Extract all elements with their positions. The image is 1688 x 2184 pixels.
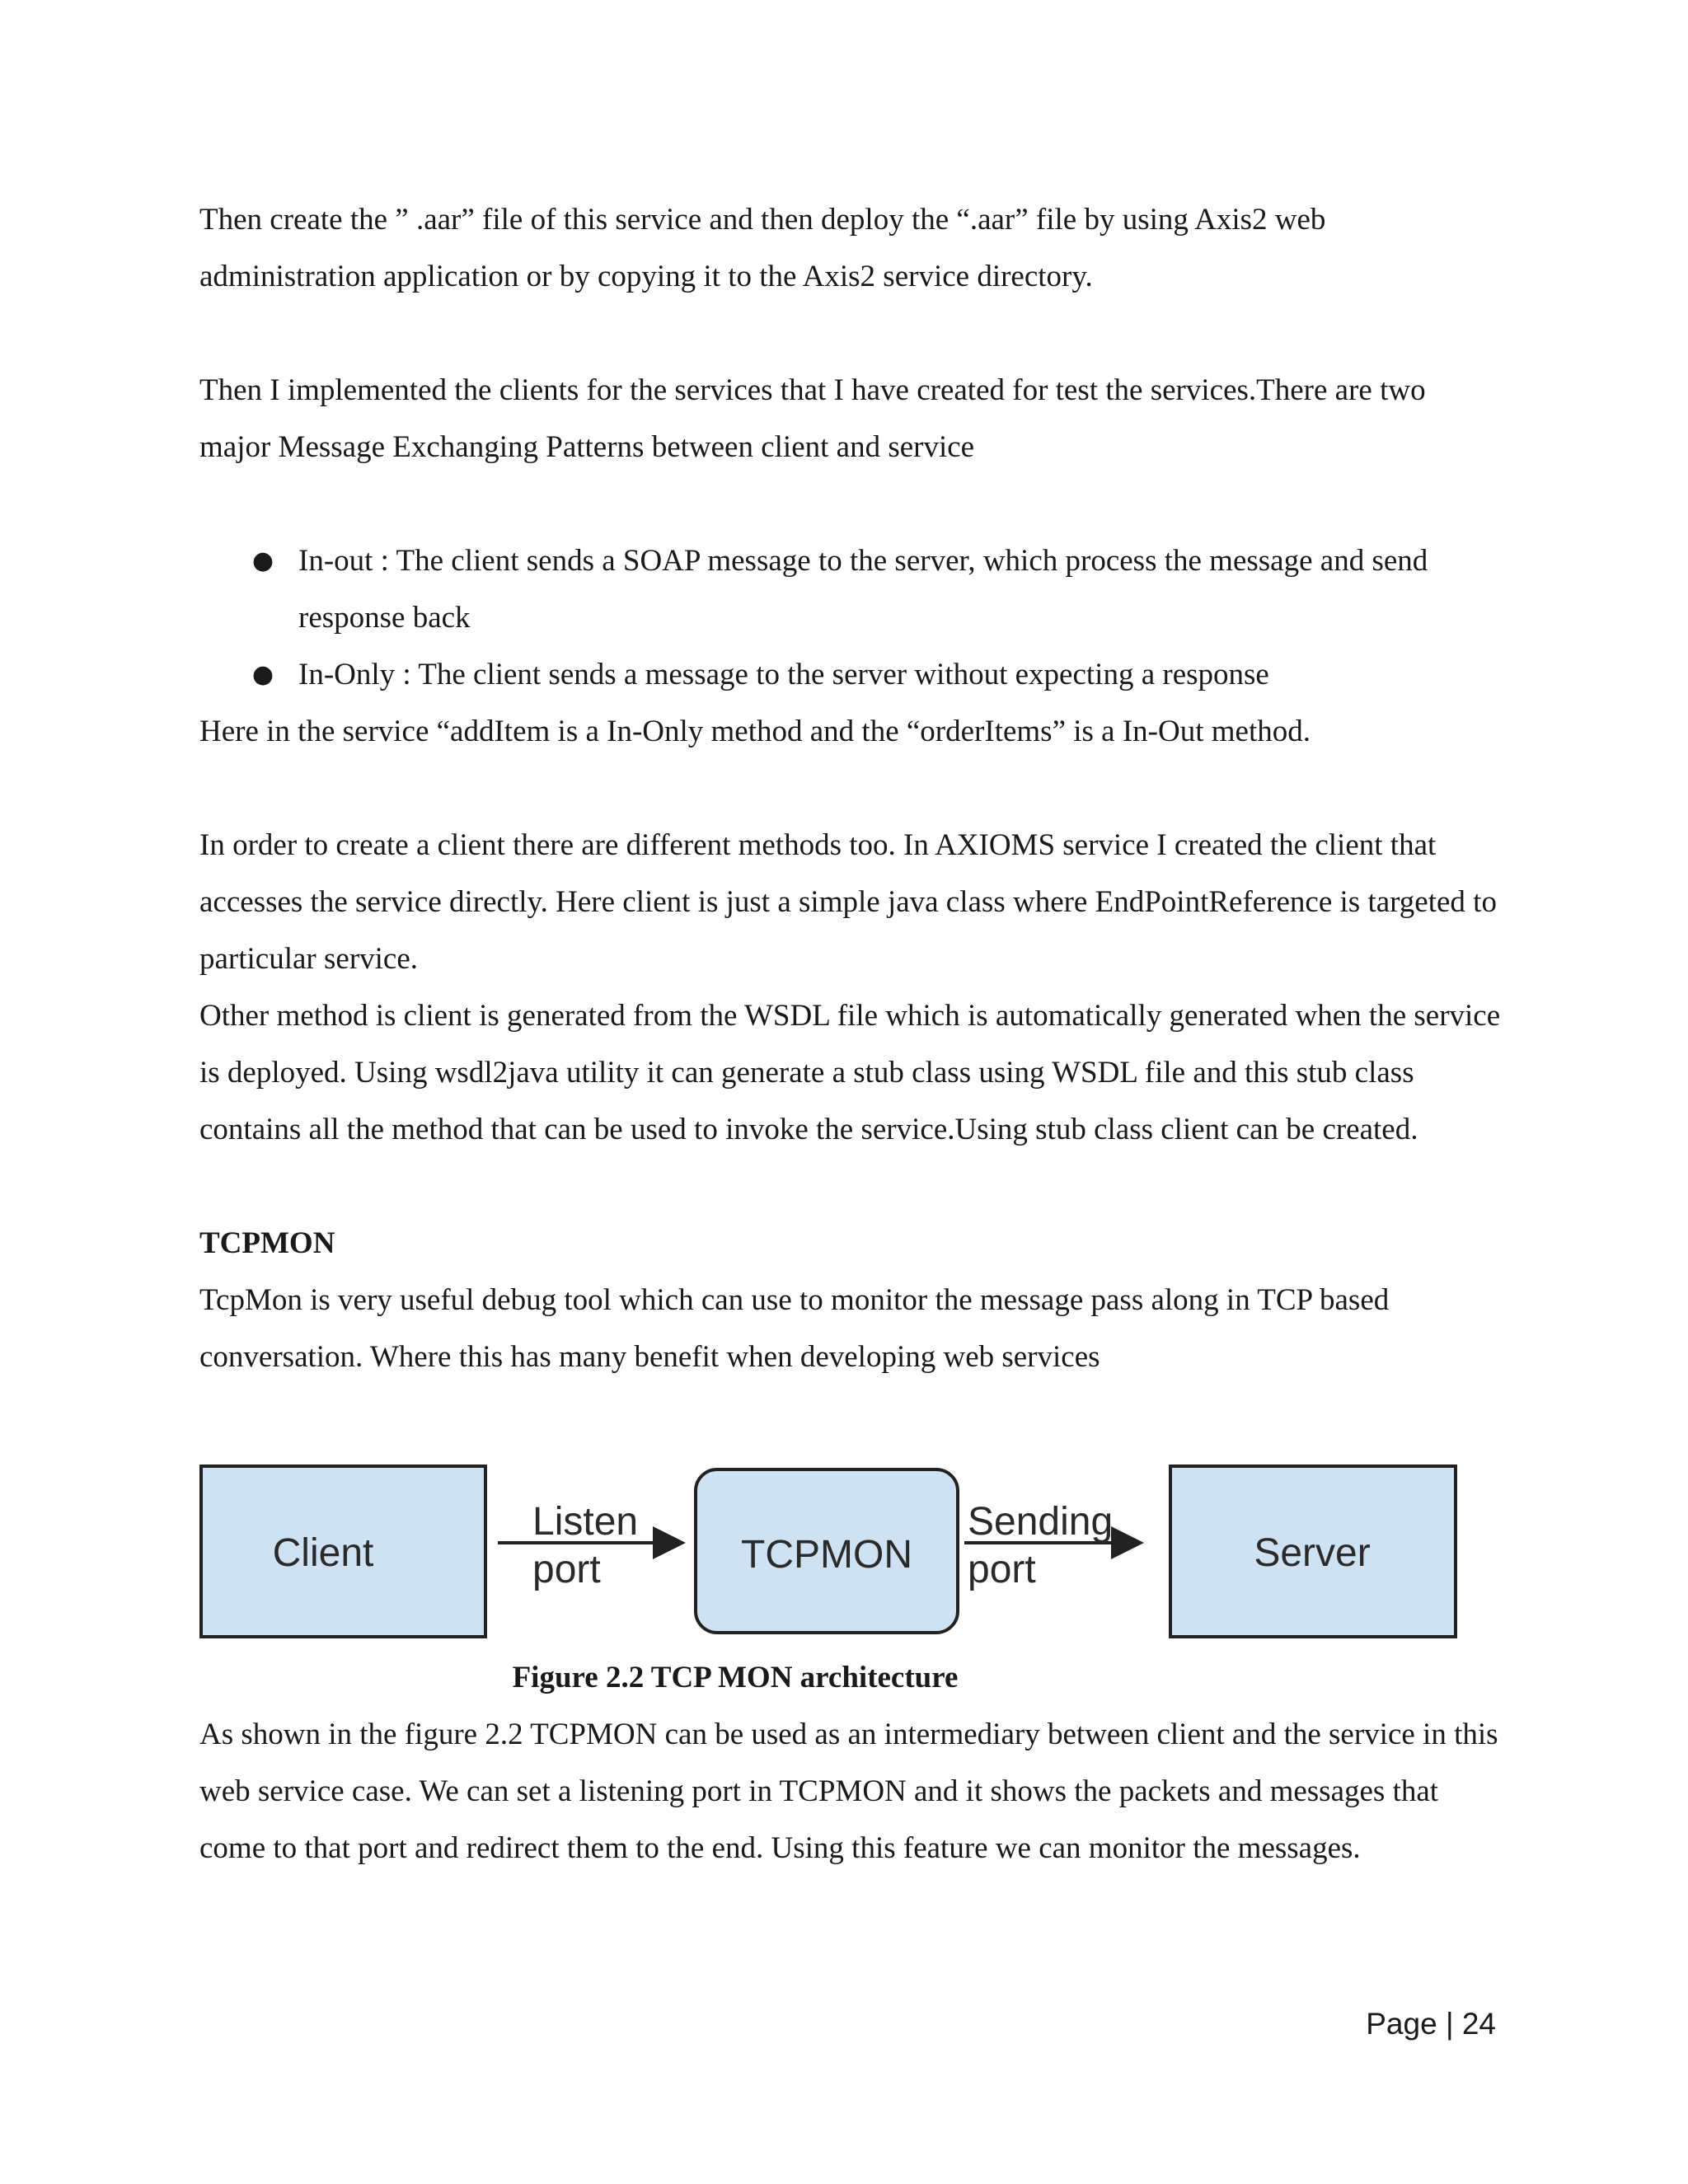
- bullet-text: In-Only : The client sends a message to the server without expecting a response: [298, 658, 1269, 691]
- paragraph-aar-deploy: Then create the ” .aar” file of this service and then deploy the “.aar” file by using Axis2 web administration application or by copying it to the Axis2 service directory.: [199, 203, 1326, 293]
- mep-bullet-list: [199, 532, 1502, 703]
- paragraph-service-methods: Here in the service “addItem is a In-Only method and the “orderItems” is a In-Out method.: [199, 715, 1311, 748]
- bullet-text: In-out : The client sends a SOAP message to the server, which process the message and send response back: [298, 544, 1428, 635]
- paragraph-client-methods: In order to create a client there are different methods too. In AXIOMS service I created the client that accesses the service directly. Here client is just a simple java class where EndPointReference is targeted to particular service.: [199, 828, 1497, 976]
- paragraph-tcpmon-intro: TcpMon is very useful debug tool which can use to monitor the message pass along in TCP based conversation. Where this has many benefit when developing web services: [199, 1283, 1390, 1374]
- client-label: Client: [272, 1531, 374, 1575]
- paragraph-wsdl-client: Other method is client is generated from the WSDL file which is automatically generated when the service is deployed. Using wsdl2java utility it can generate a stub class using WSDL file and this stub class contains all the method that can be used to invoke the service.Using stub class client can be created.: [199, 999, 1501, 1146]
- sending-label-line2: port: [968, 1548, 1036, 1591]
- spacer: [199, 305, 1502, 362]
- list-item: [199, 646, 1502, 703]
- server-label: Server: [1254, 1531, 1371, 1575]
- spacer: [199, 760, 1502, 817]
- sending-label-line1: Sending: [968, 1500, 1114, 1544]
- list-item: [199, 532, 1502, 646]
- tcpmon-architecture-diagram: [199, 1465, 1502, 1644]
- listen-label-line2: port: [532, 1548, 601, 1591]
- figure-caption: Figure 2.2 TCP MON architecture: [512, 1661, 959, 1694]
- bullet-icon: ●: [251, 660, 274, 689]
- spacer: [199, 476, 1502, 532]
- spacer: [199, 1158, 1502, 1215]
- paragraph-tcpmon-usage: As shown in the figure 2.2 TCPMON can be used as an intermediary between client and the service in this web service case. We can set a listening port in TCPMON and it shows the packets and messages that come to that port and redirect them to the end. Using this feature we can monitor the messages.: [199, 1718, 1498, 1865]
- listen-label-line1: Listen: [532, 1500, 639, 1544]
- bullet-icon: ●: [251, 546, 274, 575]
- page-number: Page | 24: [1366, 2007, 1496, 2041]
- tcpmon-label: TCPMON: [741, 1533, 912, 1577]
- paragraph-clients-intro: Then I implemented the clients for the services that I have created for test the services.There are two major Message Exchanging Patterns between client and service: [199, 373, 1426, 464]
- section-heading: TCPMON: [199, 1226, 335, 1260]
- tcpmon-figure: [199, 1465, 1502, 1644]
- page-content: [199, 191, 1502, 1877]
